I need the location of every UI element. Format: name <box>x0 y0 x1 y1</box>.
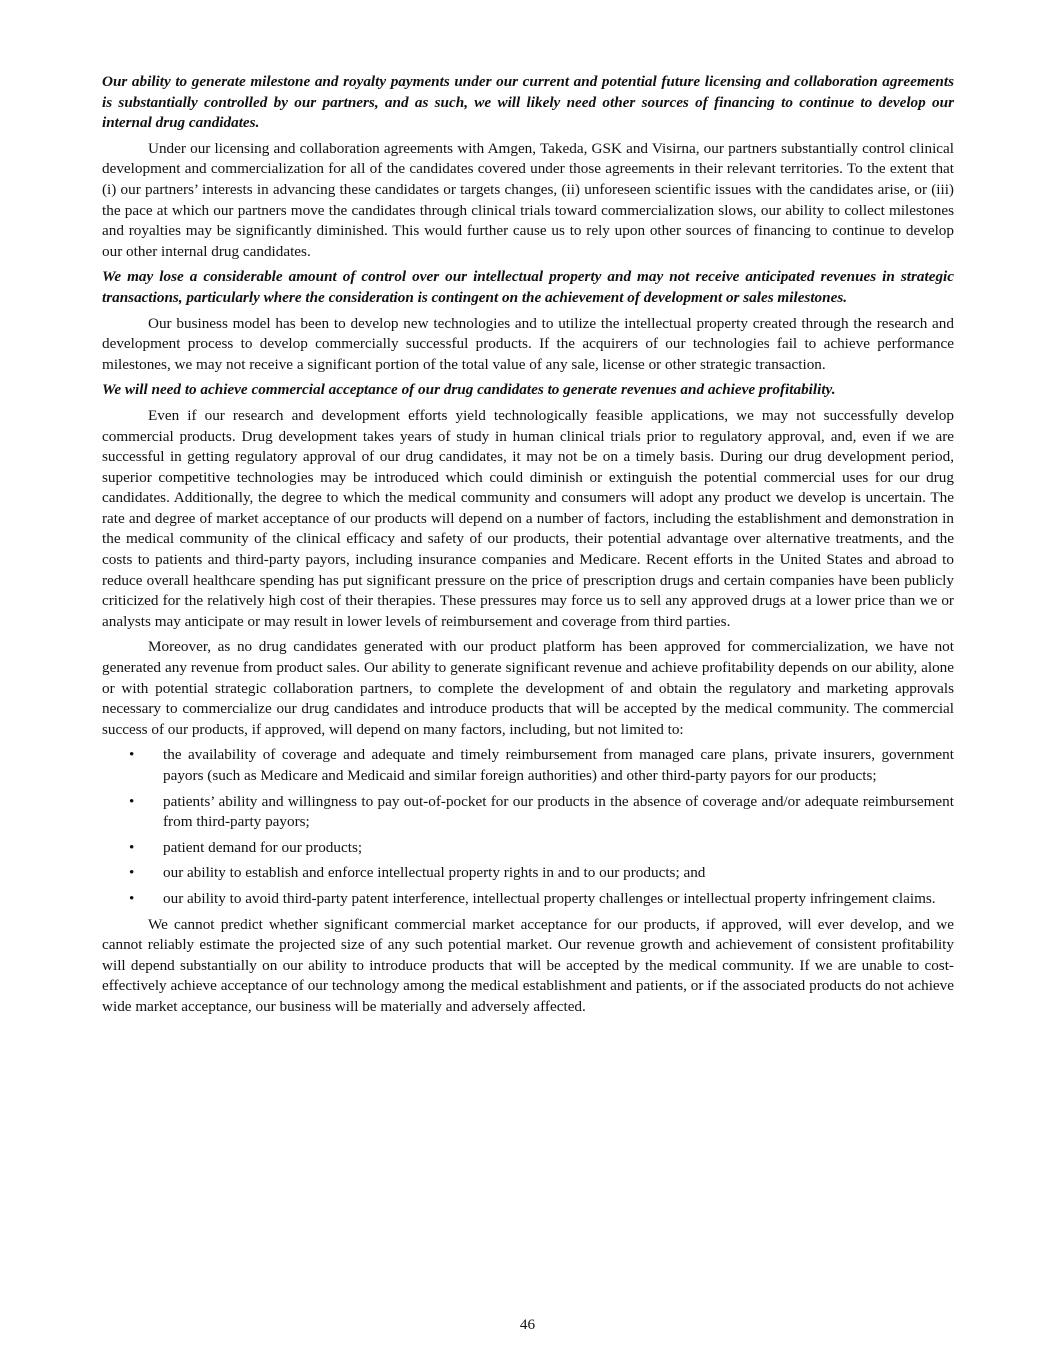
bullet-text: patients’ ability and willingness to pay out-of-pocket for our products in the absence of coverage and/or adequate reimbursement from third-party payors; <box>163 792 954 831</box>
list-item <box>102 745 954 786</box>
bullet-icon: • <box>129 746 135 764</box>
paragraph-market-acceptance: We cannot predict whether significant commercial market acceptance for our products, if approved, will ever develop, and we cannot reliably estimate the projected size of any such potential market. Our revenue growth and achievement of consistent profitability will depend substantially on our ability to introduce products that will be accepted by the medical community. If we are unable to cost-effectively achieve acceptance of our technology among the medical establishment and patients, or if the associated products do not achieve wide market acceptance, our business will be materially and adversely affected. <box>102 915 954 1015</box>
section-heading-commercial-acceptance: We will need to achieve commercial acceptance of our drug candidates to generate revenues and achieve profitability. <box>102 381 836 399</box>
section-heading-intellectual-property: We may lose a considerable amount of control over our intellectual property and may not receive anticipated revenues in strategic transactions, particularly where the consideration is contingent on the achievement of development or sales milestones. <box>102 268 954 306</box>
paragraph-licensing-agreements: Under our licensing and collaboration agreements with Amgen, Takeda, GSK and Visirna, our partners substantially control clinical development and commercialization for all of the candidates covered under those agreements in their relevant territories. To the extent that (i) our partners’ interests in advancing these candidates or targets changes, (ii) unforeseen scientific issues with the candidates arise, or (iii) the pace at which our partners move the candidates through clinical trials toward commercialization slows, our ability to collect milestones and royalties may be significantly diminished. This would further cause us to rely upon other sources of financing to continue to develop our other internal drug candidates. <box>102 139 954 260</box>
page-number: 46 <box>519 1316 536 1333</box>
bullet-icon: • <box>129 792 135 810</box>
list-item <box>102 863 954 884</box>
list-item <box>102 838 954 859</box>
paragraph-drug-development: Even if our research and development efforts yield technologically feasible applications, we may not successfully develop commercial products. Drug development takes years of study in human clinical trials prior to regulatory approval, and, even if we are successful in getting regulatory approval of our drug candidates, it may not be on a timely basis. During our drug development period, superior competitive technologies may be introduced which could diminish or extinguish the potential commercial uses for our drug candidates. Additionally, the degree to which the medical community and consumers will adopt any product we develop is uncertain. The rate and degree of market acceptance of our products will depend on a number of factors, including the establishment and demonstration in the medical community of the clinical efficacy and safety of our products, their potential advantage over alternative treatments, and the costs to patients and third-party payors, including insurance companies and Medicare. Recent efforts in the United States and abroad to reduce overall healthcare spending has put significant pressure on the price of prescription drugs and certain companies have been publicly criticized for the relatively high cost of their therapies. These pressures may force us to sell any approved drugs at a lower price than we or analysts may anticipate or may result in lower levels of reimbursement and coverage from third parties. <box>102 406 954 630</box>
bullet-text: patient demand for our products; <box>163 838 363 856</box>
factors-bullet-list <box>102 745 954 909</box>
bullet-icon: • <box>129 864 135 882</box>
bullet-text: our ability to establish and enforce intellectual property rights in and to our products; and <box>163 864 706 882</box>
bullet-icon: • <box>129 889 135 907</box>
bullet-text: the availability of coverage and adequate and timely reimbursement from managed care plans, private insurers, government payors (such as Medicare and Medicaid and similar foreign authorities) and other third-party payors for our products; <box>163 746 954 784</box>
section-heading-milestone-royalty: Our ability to generate milestone and royalty payments under our current and potential future licensing and collaboration agreements is substantially controlled by our partners, and as such, we will likely need other sources of financing to continue to develop our internal drug candidates. <box>102 73 954 132</box>
bullet-icon: • <box>129 838 135 856</box>
bullet-text: our ability to avoid third-party patent interference, intellectual property challenges or intellectual property infringement claims. <box>163 889 936 907</box>
list-item <box>102 792 954 833</box>
document-page <box>102 72 954 1023</box>
list-item <box>102 889 954 910</box>
paragraph-business-model: Our business model has been to develop new technologies and to utilize the intellectual property created through the research and development process to develop commercially successful products. If the acquirers of our technologies fail to achieve performance milestones, we may not receive a significant portion of the total value of any sale, license or other strategic transaction. <box>102 314 954 373</box>
paragraph-no-revenue: Moreover, as no drug candidates generated with our product platform has been approved for commercialization, we have not generated any revenue from product sales. Our ability to generate significant revenue and achieve profitability depends on our ability, alone or with potential strategic collaboration partners, to complete the development of and obtain the regulatory and marketing approvals necessary to commercialize our drug candidates and introduce products that will be accepted by the medical community. The commercial success of our products, if approved, will depend on many factors, including, but not limited to: <box>102 638 954 738</box>
